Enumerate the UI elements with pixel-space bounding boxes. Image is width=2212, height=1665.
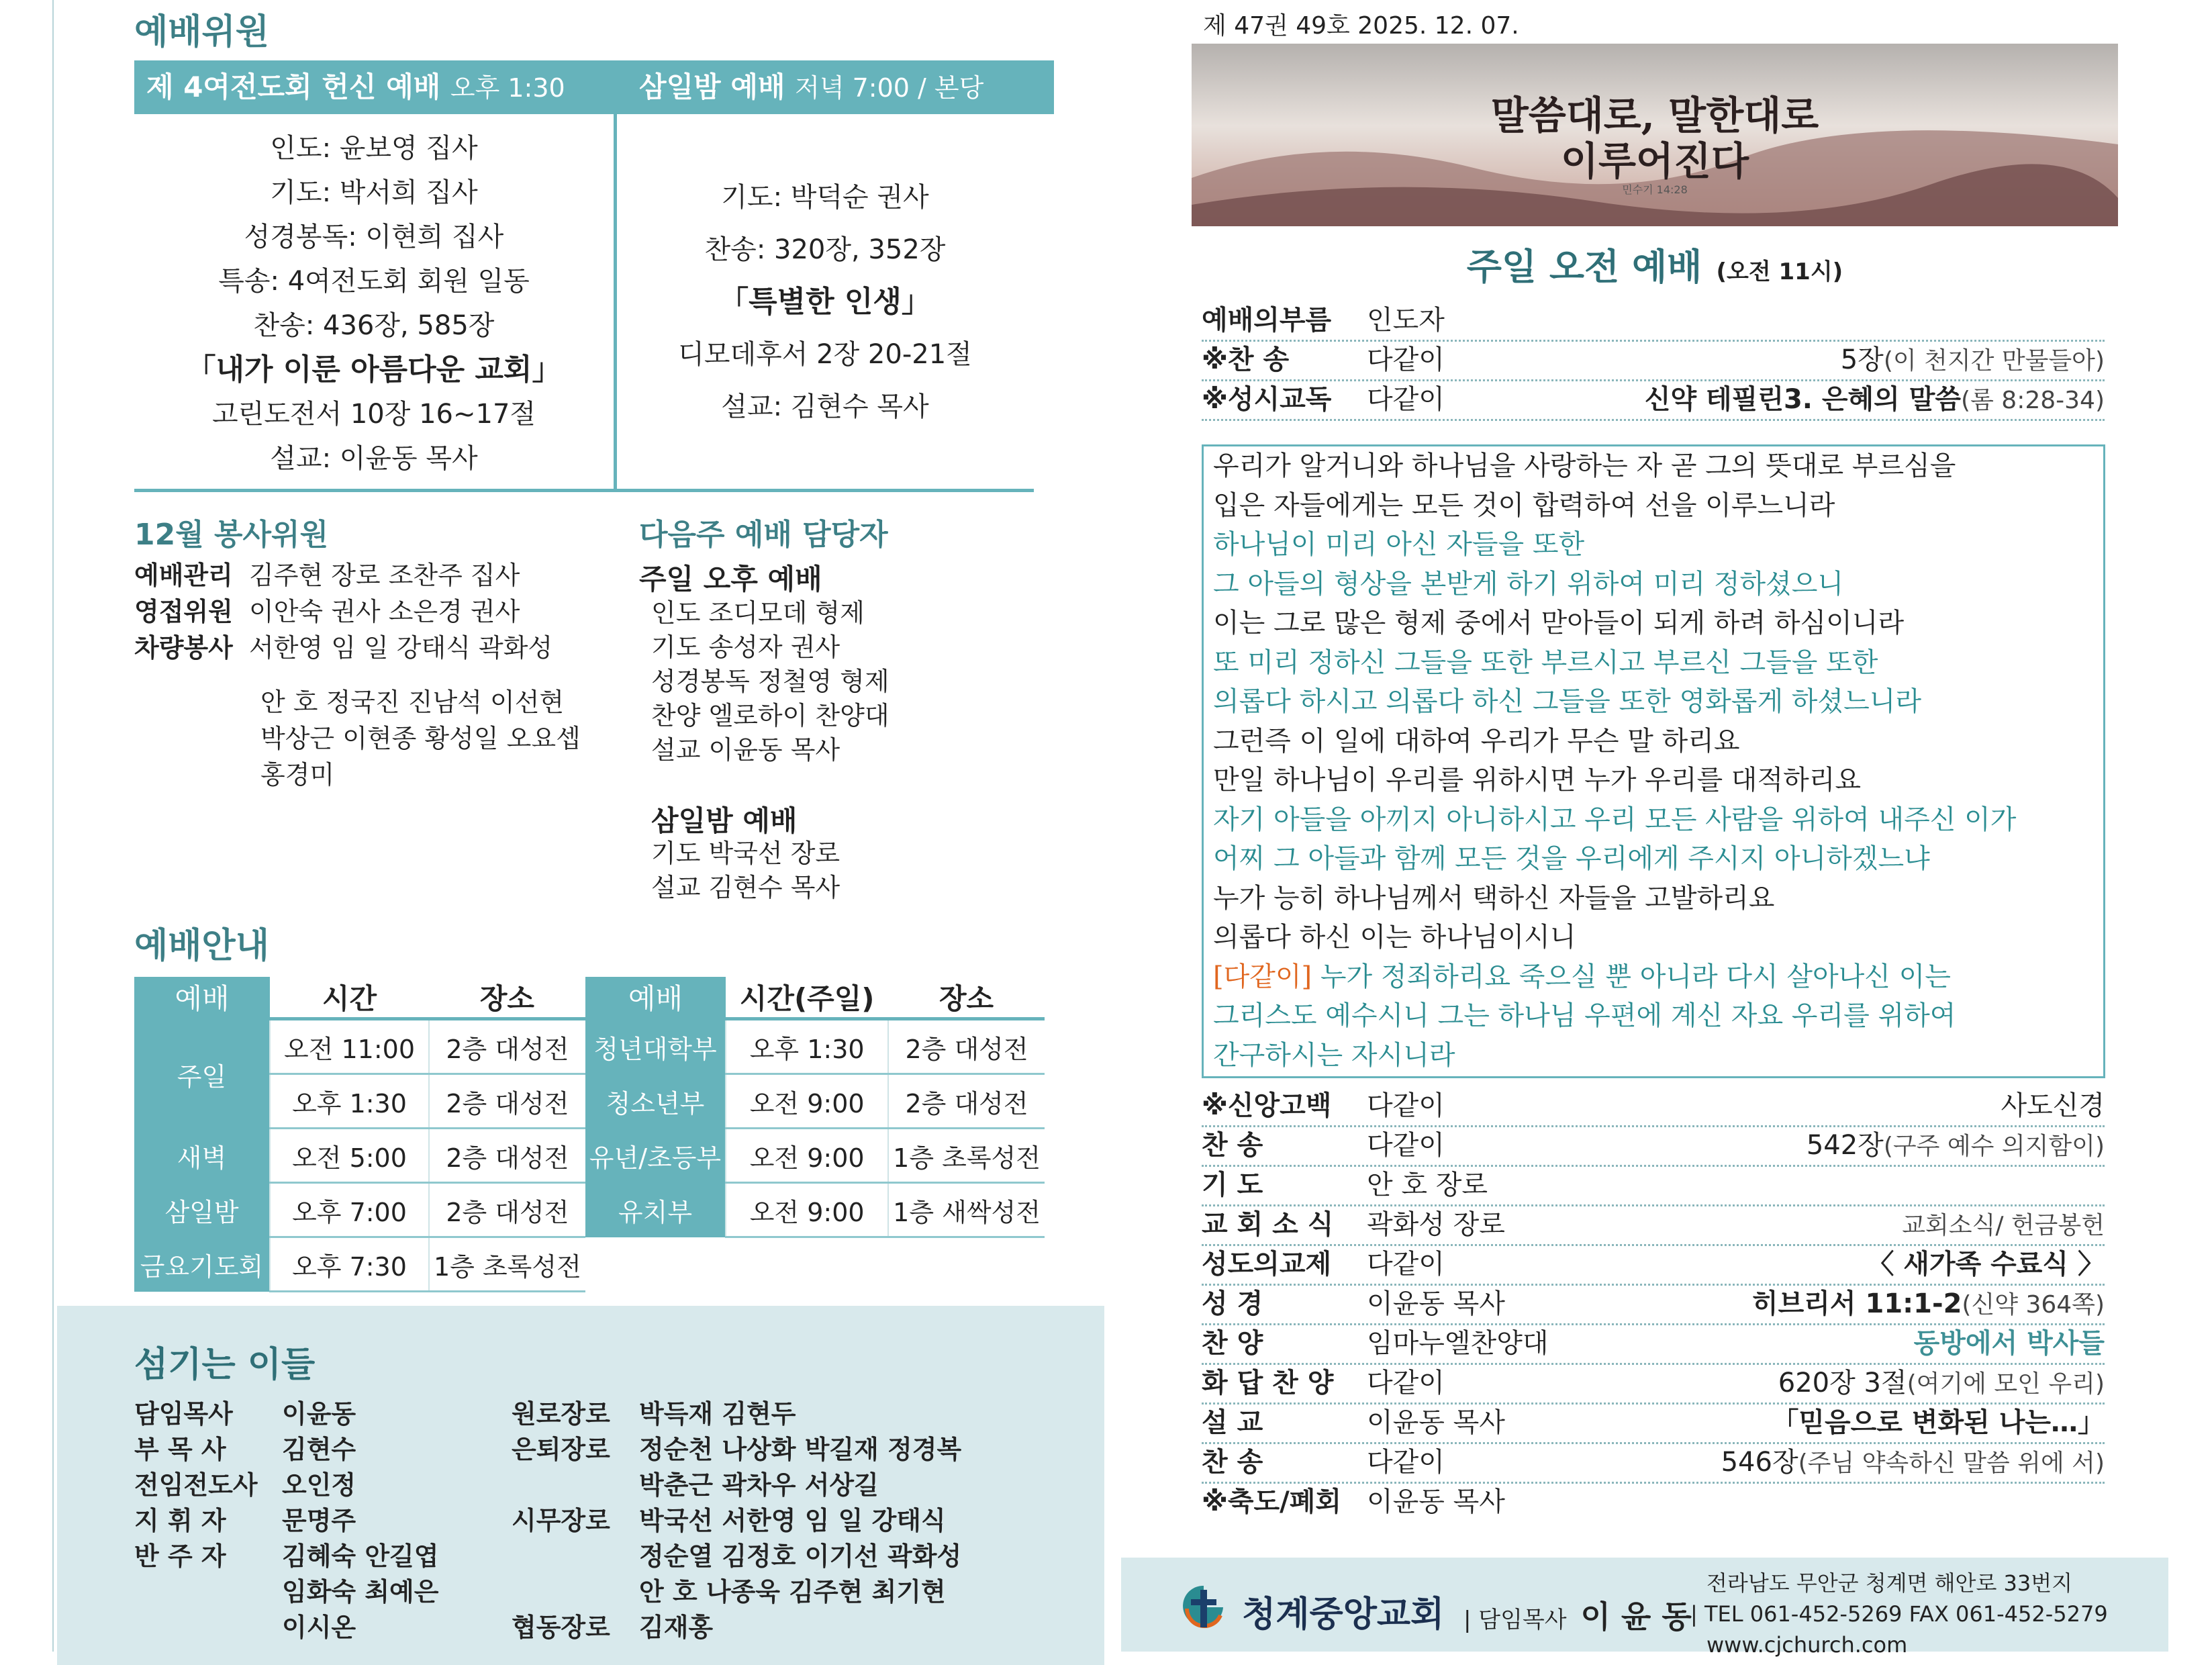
volunteer-extra-line: 안 호 정국진 진남석 이선현 — [260, 687, 565, 717]
table-cell: 2층 대성전 — [888, 1074, 1045, 1129]
servant-names: 이시온 — [282, 1613, 356, 1642]
table-cell-category: 삼일밤 — [134, 1183, 270, 1237]
scripture-line: 그리스도 예수시니 그는 하나님 우편에 계신 자요 우리를 위하여 — [1213, 1000, 1956, 1031]
servant-names: 임화숙 최예은 — [282, 1577, 439, 1607]
servant-names: 박득재 김현두 — [639, 1399, 796, 1429]
table-cell: 2층 대성전 — [888, 1019, 1045, 1074]
servant-names: 안 호 나종욱 김주현 최기현 — [639, 1577, 946, 1607]
table-cell-category: 청년대학부 — [585, 1019, 726, 1074]
december-volunteers-title: 12월 봉사위원 — [134, 518, 329, 552]
service2-time: 저녁 7:00 / 본당 — [795, 73, 984, 103]
order-person: 인도자 — [1367, 305, 1445, 336]
scripture-line: 이는 그로 많은 형제 중에서 맏아들이 되게 하려 하심이니라 — [1213, 608, 1905, 638]
servant-row — [134, 1468, 438, 1503]
volunteer-names: 서한영 임 일 강태식 곽화성 — [249, 633, 553, 663]
volunteer-extra — [260, 684, 581, 793]
table-header-row — [134, 977, 1045, 1019]
scripture-line: 만일 하나님이 우리를 위하시면 누가 우리를 대적하리요 — [1213, 765, 1862, 796]
responsive-reading-box — [1202, 444, 2105, 1078]
scripture-line: 자기 아들을 아끼지 아니하시고 우리 모든 사람을 위하여 내주신 이가 — [1213, 804, 2017, 835]
order-detail: 542장(구주 예수 의지함이) — [1806, 1130, 2105, 1161]
order-row: 화 답 찬 양 다같이 620장 3절(여기에 모인 우리) — [1202, 1364, 2105, 1405]
servant-row — [512, 1574, 961, 1610]
servant-row — [134, 1610, 438, 1646]
worship-schedule-table — [134, 977, 1045, 1292]
servant-row — [134, 1574, 438, 1610]
servants-right-list — [512, 1396, 961, 1646]
order-item: ※성시교독 — [1202, 384, 1332, 415]
servant-role: 은퇴장로 — [512, 1435, 610, 1464]
table-cell: 2층 대성전 — [429, 1019, 585, 1074]
service1-preacher: 설교: 이윤동 목사 — [270, 443, 478, 474]
next-sunday-item: 기도 송성자 권사 — [651, 632, 840, 662]
table-cell: 오전 5:00 — [270, 1129, 429, 1183]
service2-hymns: 찬송: 320장, 352장 — [704, 234, 946, 265]
servant-names: 박춘근 곽차우 서상길 — [639, 1470, 879, 1500]
table-cell: 오후 7:00 — [270, 1183, 429, 1237]
scripture-line: 또 미리 정하신 그들을 또한 부르시고 부르신 그들을 또한 — [1213, 647, 1878, 678]
volunteer-list — [134, 557, 552, 666]
table-cell: 오후 7:30 — [270, 1237, 429, 1292]
servant-role: 반 주 자 — [134, 1541, 226, 1571]
service1-scripture: 고린도전서 10장 16~17절 — [211, 399, 536, 430]
volunteer-names: 김주현 장로 조찬주 집사 — [249, 561, 520, 590]
servants-title: 섬기는 이들 — [134, 1345, 316, 1385]
servant-row — [512, 1539, 961, 1574]
banner-reference: 민수기 14:28 — [1622, 183, 1688, 196]
servant-row — [512, 1610, 961, 1646]
worship-guide-title: 예배안내 — [134, 926, 269, 966]
table-row — [134, 1074, 1045, 1129]
table-header: 예배 — [134, 977, 270, 1019]
table-header: 예배 — [585, 977, 726, 1019]
servant-row — [512, 1432, 961, 1468]
table-row — [134, 1237, 1045, 1292]
church-address: 전라남도 무안군 청계면 해안로 33번지 — [1706, 1570, 2073, 1596]
order-detail: 546장(주님 약속하신 말씀 위에 서) — [1721, 1447, 2105, 1478]
service2-prayer: 기도: 박덕순 권사 — [721, 182, 929, 213]
church-name: 청계중앙교회 — [1242, 1595, 1445, 1635]
scripture-line: 입은 자들에게는 모든 것이 합력하여 선을 이루느니라 — [1213, 489, 1835, 521]
order-detail: 신약 테필린3. 은혜의 말씀(롬 8:28-34) — [1644, 384, 2105, 415]
service1-leader: 인도: 윤보영 집사 — [270, 133, 478, 164]
servant-row — [134, 1503, 438, 1539]
service1-prayer: 기도: 박서희 집사 — [270, 177, 478, 208]
next-sunday-item: 찬양 엘로하이 찬양대 — [651, 701, 889, 730]
servant-row — [512, 1503, 961, 1539]
worship-committee-title: 예배위원 — [134, 12, 269, 52]
table-cell: 오후 1:30 — [726, 1019, 888, 1074]
table-cell: 1층 새싹성전 — [888, 1183, 1045, 1237]
church-contact — [1690, 1568, 2108, 1660]
church-logo-icon — [1180, 1583, 1227, 1630]
service1-header — [134, 60, 624, 114]
servant-role: 원로장로 — [512, 1399, 610, 1429]
order-row: 찬 송 다같이 542장(구주 예수 의지함이) — [1202, 1126, 2105, 1167]
servant-names: 정순천 나상화 박길재 정경복 — [639, 1435, 962, 1464]
service1-special-song: 특송: 4여전도회 회원 일동 — [218, 266, 530, 297]
order-row — [1202, 301, 2105, 342]
next-wed-list — [651, 837, 840, 905]
order-row: 교 회 소 식 곽화성 장로 교회소식/ 헌금봉헌 — [1202, 1205, 2105, 1246]
order-row: 찬 양 임마누엘찬양대 동방에서 박사들 — [1202, 1324, 2105, 1365]
order-row — [1202, 340, 2105, 381]
order-detail: 〈 새가족 수료식 〉 — [1867, 1249, 2105, 1280]
service2-scripture: 디모데후서 2장 20-21절 — [678, 339, 972, 370]
table-cell: 1층 초록성전 — [888, 1129, 1045, 1183]
table-header: 시간(주일) — [726, 977, 888, 1019]
volunteer-names: 이안숙 권사 소은경 권사 — [249, 597, 520, 626]
servant-row — [512, 1468, 961, 1503]
service2-details — [616, 171, 1034, 433]
servant-names: 이윤동 — [282, 1399, 356, 1429]
table-cell-category: 금요기도회 — [134, 1237, 270, 1292]
servant-names: 문명주 — [282, 1506, 356, 1535]
issue-number: 제 47권 49호 2025. 12. 07. — [1203, 12, 1519, 40]
pastor-name: 이 윤 동 — [1580, 1599, 1692, 1635]
servant-role: 부 목 사 — [134, 1435, 226, 1464]
order-detail: 사도신경 — [2001, 1090, 2105, 1121]
service1-sermon-title: 「내가 이룬 아름다운 교회」 — [186, 352, 562, 387]
table-cell: 오후 1:30 — [270, 1074, 429, 1129]
scripture-line: 하나님이 미리 아신 자들을 또한 — [1213, 529, 1585, 560]
order-detail: 히브리서 11:1-2(신약 364쪽) — [1752, 1288, 2105, 1319]
servant-names: 박국선 서한영 임 일 강태식 — [639, 1506, 946, 1535]
volunteer-extra-line: 박상근 이현종 황성일 오요셉 — [260, 724, 581, 753]
next-week-title: 다음주 예배 담당자 — [639, 518, 888, 552]
table-cell: 오전 11:00 — [270, 1019, 429, 1074]
banner-line2: 이루어진다 — [1560, 138, 1749, 184]
table-row — [134, 1129, 1045, 1183]
next-sunday-list — [651, 596, 889, 767]
volunteer-role: 예배관리 — [134, 561, 233, 590]
volunteer-role: 영접위원 — [134, 597, 233, 626]
banner — [1192, 44, 2118, 226]
servant-names: 오인정 — [282, 1470, 356, 1500]
scripture-line: 그런즉 이 일에 대하여 우리가 무슨 말 하리요 — [1213, 725, 1740, 757]
volunteer-row — [134, 630, 552, 666]
order-detail: 5장(이 천지간 만물들아) — [1840, 344, 2105, 375]
order-row — [1202, 380, 2105, 421]
servants-left-list — [134, 1396, 438, 1646]
table-header: 시간 — [270, 977, 429, 1019]
committee-bottom-line — [134, 489, 1034, 492]
order-row: ※축도/폐회 이윤동 목사 — [1202, 1486, 1505, 1517]
servant-row — [134, 1432, 438, 1468]
table-cell-category: 유년/초등부 — [585, 1129, 726, 1183]
table-cell: 1층 초록성전 — [429, 1237, 585, 1292]
servant-names: 정순열 김정호 이기선 곽화성 — [639, 1541, 962, 1571]
scripture-line: 간구하시는 자시니라 — [1213, 1039, 1455, 1071]
table-cell: 2층 대성전 — [429, 1129, 585, 1183]
table-cell-empty — [888, 1237, 1045, 1292]
order-row: 찬 송 다같이 546장(주님 약속하신 말씀 위에 서) — [1202, 1443, 2105, 1484]
next-wed-title: 삼일밤 예배 — [651, 804, 798, 837]
servant-role: 담임목사 — [134, 1399, 233, 1429]
servant-role: 지 휘 자 — [134, 1506, 226, 1535]
service2-preacher: 설교: 김현수 목사 — [721, 391, 929, 422]
order-row: 성 경 이윤동 목사 히브리서 11:1-2(신약 364쪽) — [1202, 1284, 2105, 1325]
order-detail: 「믿음으로 변화된 나는…」 — [1772, 1407, 2105, 1438]
service2-title: 삼일밤 예배 — [639, 70, 785, 103]
service2-header — [619, 60, 1054, 114]
service-title-row — [1192, 238, 2118, 290]
pastor-block — [1463, 1592, 1692, 1637]
next-wed-item: 설교 김현수 목사 — [651, 873, 840, 902]
table-cell-category: 청소년부 — [585, 1074, 726, 1129]
next-wed-item: 기도 박국선 장로 — [651, 839, 840, 868]
service1-details — [134, 126, 614, 481]
order-row: 성도의교제 다같이 〈 새가족 수료식 〉 — [1202, 1245, 2105, 1286]
volunteer-row — [134, 557, 552, 593]
servant-role: 전임전도사 — [134, 1470, 258, 1500]
table-cell: 오전 9:00 — [726, 1129, 888, 1183]
table-header: 장소 — [429, 977, 585, 1019]
order-item: 예배의부름 — [1202, 305, 1332, 336]
service1-title: 제 4여전도회 헌신 예배 — [146, 70, 441, 103]
service-title: 주일 오전 예배 — [1466, 246, 1702, 288]
table-cell-empty — [585, 1237, 726, 1292]
order-detail: 620장 3절(여기에 모인 우리) — [1778, 1368, 2105, 1398]
service1-reading: 성경봉독: 이현희 집사 — [244, 222, 504, 252]
banner-line1: 말씀대로, 말한대로 — [1490, 93, 1819, 138]
servant-names: 김현수 — [282, 1435, 356, 1464]
volunteer-extra-line: 홍경미 — [260, 760, 335, 790]
scripture-line: 의롭다 하시고 의롭다 하신 그들을 또한 영화롭게 하셨느니라 — [1213, 686, 1922, 717]
table-cell-category: 새벽 — [134, 1129, 270, 1183]
scripture-line: [다같이] 누가 정죄하리요 죽으실 뿐 아니라 다시 살아나신 이는 — [1213, 961, 1951, 992]
servant-names: 김혜숙 안길엽 — [282, 1541, 439, 1571]
order-detail: 동방에서 박사들 — [1913, 1328, 2105, 1359]
together-marker: [다같이] — [1213, 961, 1312, 992]
service1-time: 오후 1:30 — [450, 73, 565, 103]
order-row: 설 교 이윤동 목사 「믿음으로 변화된 나는…」 — [1202, 1403, 2105, 1444]
church-website[interactable]: www.cjchurch.com — [1706, 1632, 1908, 1658]
order-person: 다같이 — [1367, 344, 1445, 375]
scripture-line: 우리가 알거니와 하나님을 사랑하는 자 곧 그의 뜻대로 부르심을 — [1213, 450, 1956, 481]
order-person: 다같이 — [1367, 384, 1445, 415]
pastor-label: | 담임목사 — [1463, 1607, 1567, 1633]
next-sunday-item: 인도 조디모데 형제 — [651, 598, 865, 628]
scripture-line: 누가 능히 하나님께서 택하신 자들을 고발하리요 — [1213, 882, 1775, 914]
scripture-line: 어찌 그 아들과 함께 모든 것을 우리에게 주시지 아니하겠느냐 — [1213, 843, 1930, 874]
table-row — [134, 1019, 1045, 1074]
servant-row — [134, 1539, 438, 1574]
scripture-line: 그 아들의 형상을 본받게 하기 위하여 미리 정하셨으니 — [1213, 568, 1844, 600]
servant-role: 협동장로 — [512, 1613, 610, 1642]
table-row — [134, 1183, 1045, 1237]
order-item: ※찬 송 — [1202, 344, 1290, 375]
order-row: ※신앙고백 다같이 사도신경 — [1202, 1086, 2105, 1127]
next-sunday-title: 주일 오후 예배 — [639, 563, 822, 596]
volunteer-role: 차량봉사 — [134, 633, 233, 663]
service1-hymns: 찬송: 436장, 585장 — [253, 310, 495, 341]
service-time: (오전 11시) — [1716, 258, 1843, 285]
order-row: 기 도 안 호 장로 — [1202, 1166, 2105, 1206]
servant-row — [134, 1396, 438, 1432]
table-header: 장소 — [888, 977, 1045, 1019]
servant-role: 시무장로 — [512, 1506, 610, 1535]
table-cell-empty — [726, 1237, 888, 1292]
next-sunday-item: 설교 이윤동 목사 — [651, 735, 840, 765]
table-cell: 오전 9:00 — [726, 1183, 888, 1237]
table-cell-category: 유치부 — [585, 1183, 726, 1237]
table-cell: 오전 9:00 — [726, 1074, 888, 1129]
table-cell-category: 주일 — [134, 1019, 270, 1129]
next-sunday-item: 성경봉독 정철영 형제 — [651, 667, 889, 696]
scripture-line: 의롭다 하신 이는 하나님이시니 — [1213, 922, 1576, 953]
service2-sermon-title: 「특별한 인생」 — [719, 285, 931, 319]
table-cell: 2층 대성전 — [429, 1183, 585, 1237]
order-detail: 교회소식/ 헌금봉헌 — [1902, 1212, 2105, 1239]
servant-names: 김재홍 — [639, 1613, 714, 1642]
volunteer-row — [134, 593, 552, 630]
page-divider — [52, 0, 54, 1652]
servant-row — [512, 1396, 961, 1432]
church-phone: | TEL 061-452-5269 FAX 061-452-5279 — [1690, 1601, 2108, 1627]
table-cell: 2층 대성전 — [429, 1074, 585, 1129]
